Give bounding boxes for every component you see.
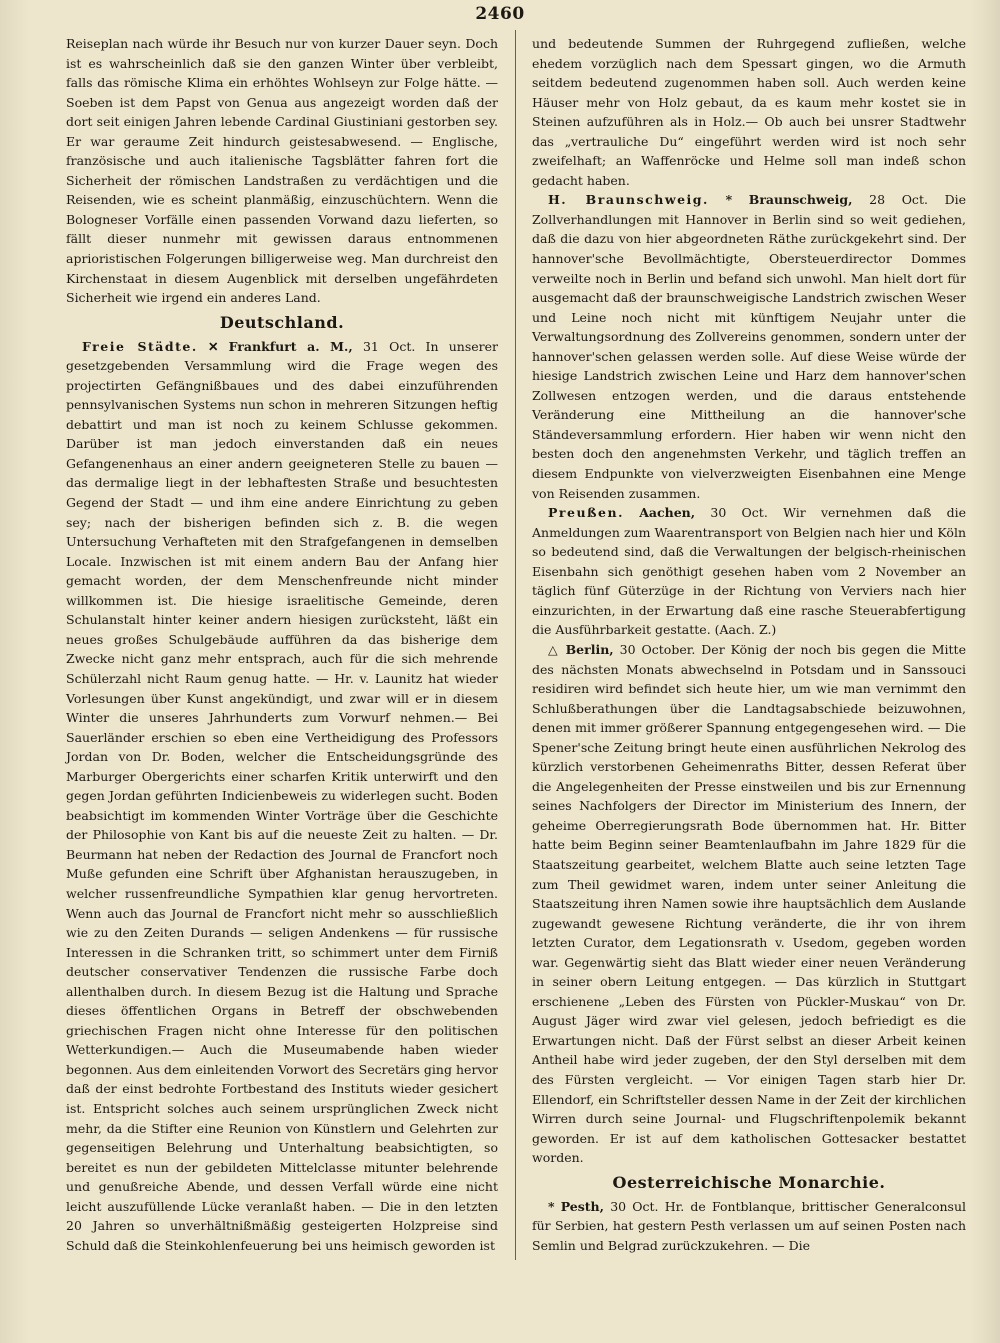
place-berlin: Berlin, bbox=[565, 641, 614, 657]
section-heading-oesterreich: Oesterreichische Monarchie. bbox=[612, 1172, 886, 1192]
date-berlin: 30 October. bbox=[619, 641, 696, 657]
text-aachen: Wir vernehmen daß die Anmeldungen zum Waarentransport von Belgien nach hier und Köln so bedeutend sind, daß die Verwaltungen der belgisch-rheinischen Eisenbahn sich genöthigt gesehen haben vom 2 November an täglich fünf Güterzüge in der Richtung von Verviers nach hier einzurichten, in der Erwartung daß eine rasche Steuerabfertigung die Ausführbarkeit gestatte. (Aach. Z.) bbox=[532, 505, 966, 638]
page-number: 2460 bbox=[475, 4, 525, 24]
date-aachen: 30 Oct. bbox=[710, 505, 768, 521]
article-pesth bbox=[532, 1197, 966, 1256]
section-heading-deutschland: Deutschland. bbox=[219, 312, 345, 332]
article-aachen bbox=[532, 503, 966, 640]
triangle-mark-icon: △ bbox=[548, 641, 560, 657]
right-column bbox=[532, 34, 966, 1255]
date-braunschweig: 28 Oct. bbox=[869, 192, 928, 208]
column-divider bbox=[515, 30, 516, 1260]
article-rome-continuation: Reiseplan nach würde ihr Besuch nur von kurzer Dauer seyn. Doch ist es wahrscheinlich daß sie den ganzen Winter über verbleibt, falls das römische Klima ein erhöhtes Wohlseyn zur Folge hätte. — Soeben ist dem Papst von Genua aus angezeigt worden daß der dort seit einigen Jahren lebende Cardinal Giustiniani gestorben sey. Er war geraume Zeit hindurch geistesabwesend. — Englische, französische und auch italienische Tagsblätter fahren fort die Sicherheit der römischen Landstraßen zu verdächtigen und die Reisenden, wie es scheint planmäßig, einzuschüchtern. Wenn die Bologneser Vorfälle einen passenden Vorwand dazu lieferten, so fällt dieser nunmehr mit gewissen daraus entnommenen aprioristischen Folgerungen billigerweise weg. Man durchreist den Kirchenstaat in diesem Augenblick mit derselben ungefährdeten Sicherheit wie irgend ein anderes Land. bbox=[66, 36, 498, 306]
dateline-braunschweig: H. Braunschweig. bbox=[548, 192, 709, 208]
date-pesth: 30 Oct. bbox=[610, 1198, 659, 1214]
place-frankfurt: Frankfurt a. M., bbox=[228, 338, 353, 354]
text-berlin: Der König der noch bis gegen die Mitte des nächsten Monats abwechselnd in Potsdam und in Sanssouci residiren wird befindet sich heute hier, um wie man vernimmt den Schlußberathungen über die Landtagsabschiede beizuwohnen, denen mit immer größerer Spannung entgegengesehen wird. — Die Spener'sche Zeitung bringt heute einen ausführlichen Nekrolog des kürzlich verstorbenen Geheimenraths Bitter, dessen Referat über die Angelegenheiten der Presse einstweilen und bis zur Ernennung seines Nachfolgers der Director im Ministerium des Innern, der geheime Oberregierungsrath Bode übernommen hat. Hr. Bitter hatte beim Beginn seiner Beamtenlaufbahn im Jahre 1829 für die Staatszeitung gearbeitet, welchem Blatte auch seine letzten Tage zum Theil gewidmet waren, indem unter seiner Anleitung die Staatszeitung ihren Namen sowie ihre hauptsächlich dem Auslande zugewandt gewesene Richtung veränderte, die ihr von ihrem letzten Curator, dem Legationsrath v. Usedom, gegeben worden war. Gegenwärtig sieht das Blatt wieder einer neuen Veränderung in seiner obern Leitung entgegen. — Das kürzlich in Stuttgart erschienene „Leben des Fürsten von Pückler-Muskau“ von Dr. August Jäger wird zwar viel gelesen, jedoch befriedigt es die Erwartungen nicht. Daß der Fürst selbst an dieser Arbeit keinen Antheil habe wird jeder zugeben, der den Styl derselben mit dem des Fürsten vergleicht. — Vor einigen Tagen starb hier Dr. Ellendorf, ein Schriftsteller dessen Name in der Zeit der kirchlichen Wirren durch seine Journal- und Flugschriftenpolemik bekannt geworden. Er ist auf dem katholischen Gottesacker bestattet worden. bbox=[532, 641, 966, 1166]
left-column bbox=[66, 34, 498, 1255]
place-aachen: Aachen, bbox=[639, 505, 696, 521]
date-frankfurt: 31 Oct. bbox=[362, 338, 416, 354]
article-berlin bbox=[532, 640, 966, 1168]
article-frankfurt bbox=[66, 337, 498, 1256]
correspondent-mark: * bbox=[548, 1198, 555, 1214]
correspondent-mark: ✕ bbox=[207, 338, 219, 354]
article-braunschweig bbox=[532, 190, 966, 503]
text-pesth: Hr. de Fontblanque, brittischer Generalconsul für Serbien, hat gestern Pesth verlassen um auf seinen Posten nach Semlin und Belgrad zurückzukehren. — Die bbox=[532, 1198, 966, 1253]
text-frankfurt: In unserer gesetzgebenden Versammlung wird die Frage wegen des projectirten Gefängnißbaues und des dabei einzuführenden pennsylvanischen Systems nun schon in mehreren Sitzungen heftig debattirt und man ist noch zu keinem Schlusse gekommen. Darüber ist man jedoch einverstanden daß ein neues Gefangenenhaus an einer andern geeigneteren Stelle zu bauen — das dermalige liegt in der lebhaftesten Straße und besuchtesten Gegend der Stadt — und ihm eine andere Einrichtung zu geben sey; nach der bisherigen befinden sich z. B. die wegen Untersuchung Verhafteten mit den Strafgefangenen in demselben Locale. Inzwischen ist mit einem andern Bau der Anfang hier gemacht worden, der dem Menschenfreunde nicht minder willkommen ist. Die hiesige israelitische Gemeinde, deren Schulanstalt hinter keiner andern hiesigen zurücksteht, läßt ein neues großes Schulgebäude aufführen da das bisherige dem Zwecke nicht ganz mehr entsprach, auch für die sich mehrende Schülerzahl nicht Raum genug hatte. — Hr. v. Launitz hat wieder Vorlesungen über Kunst angekündigt, und zwar will er in diesem Winter die unseres Jahrhunderts zum Vorwurf nehmen.— Bei Sauerländer erschien so eben eine Vertheidigung des Professors Jordan von Dr. Boden, welcher die Entscheidungsgründe des Marburger Obergerichts einer scharfen Kritik unterwirft und den gegen Jordan geführten Indicienbeweis zu widerlegen sucht. Boden beabsichtigt im kommenden Winter Vorträge über die Geschichte der Philosophie von Kant bis auf die neueste Zeit zu halten. — Dr. Beurmann hat neben der Redaction des Journal de Francfort noch Muße gefunden eine Schrift über Afghanistan herauszugeben, in welcher russenfreundliche Sympathien klar genug hervortreten. Wenn auch das Journal de Francfort nicht mehr so ausschließlich wie zu den Zeiten Durands — seligen Andenkens — für russische Interessen in die Schranken tritt, so schimmert unter dem Firniß deutscher conservativer Tendenzen die russische Farbe doch allenthalben durch. In diesem Bezug ist die Haltung und Sprache dieses öffentlichen Organs in Betreff der obschwebenden griechischen Fragen nicht ohne Interesse für den politischen Wetterkundigen.— Auch die Museumabende haben wieder begonnen. Aus dem einleitenden Vorwort des Secretärs ging hervor daß der einst bedrohte Fortbestand des Instituts wieder gesichert ist. Entspricht solches auch seinem ursprünglichen Zweck nicht mehr, da die Stifter eine Reunion von Künstlern und Gelehrten zur gegenseitigen Belehrung und Unterhaltung beabsichtigten, so bereitet es nun der gebildeten Mittelclasse mitunter belehrende und genußreiche Abende, und dessen Verfall würde eine nicht leicht auszufüllende Lücke veranlaßt haben. — Die in den letzten 20 Jahren so unverhältnißmäßig gesteigerten Holzpreise sind Schuld daß die Steinkohlenfeuerung bei uns heimisch geworden ist bbox=[66, 338, 499, 1253]
dateline-preussen: Preußen. bbox=[548, 505, 624, 521]
article-frankfurt-continuation: und bedeutende Summen der Ruhrgegend zufließen, welche ehedem vorzüglich nach dem Spessart gingen, wo die Armuth seitdem bedeutend zugenommen haben soll. Auch werden keine Häuser mehr von Holz gebaut, da es kaum mehr kostet sie in Steinen aufzuführen als in Holz.— Ob auch bei unsrer Stadtwehr das „vertrauliche Du“ eingeführt werden wird ist noch sehr zweifelhaft; an Waffenröcke und Helme soll man indeß schon gedacht haben. bbox=[532, 36, 966, 188]
correspondent-mark: * bbox=[725, 192, 733, 208]
place-braunschweig: Braunschweig, bbox=[748, 192, 853, 208]
text-braunschweig: Die Zollverhandlungen mit Hannover in Berlin sind so weit gediehen, daß die dazu von hier abgeordneten Räthe zurückgekehrt sind. Der hannover'sche Bevollmächtigte, Obersteuerdirector Dommes verweilte noch in Berlin und befand sich unwohl. Man hielt dort für ausgemacht daß der braunschweigische Landstrich zwischen Weser und Leine noch nicht mit künftigem Neujahr unter die Verwaltungsordnung des Zollvereins genommen, sondern unter der hannover'schen gelassen werden solle. Auf diese Weise würde der hiesige Landstrich zwischen Leine und Harz dem hannover'schen Zollwesen entzogen werden, und die daraus entstehende Veränderung eine Mittheilung an die hannover'sche Ständeversammlung erfordern. Hier haben wir wenn nicht den besten doch den angenehmsten Verkehr, und täglich treffen an diesem Endpunkte von vielverzweigten Eisenbahnen eine Menge von Reisenden zusammen. bbox=[532, 192, 967, 501]
dateline-freie-staedte: Freie Städte. bbox=[82, 338, 198, 354]
place-pesth: Pesth, bbox=[560, 1198, 605, 1214]
